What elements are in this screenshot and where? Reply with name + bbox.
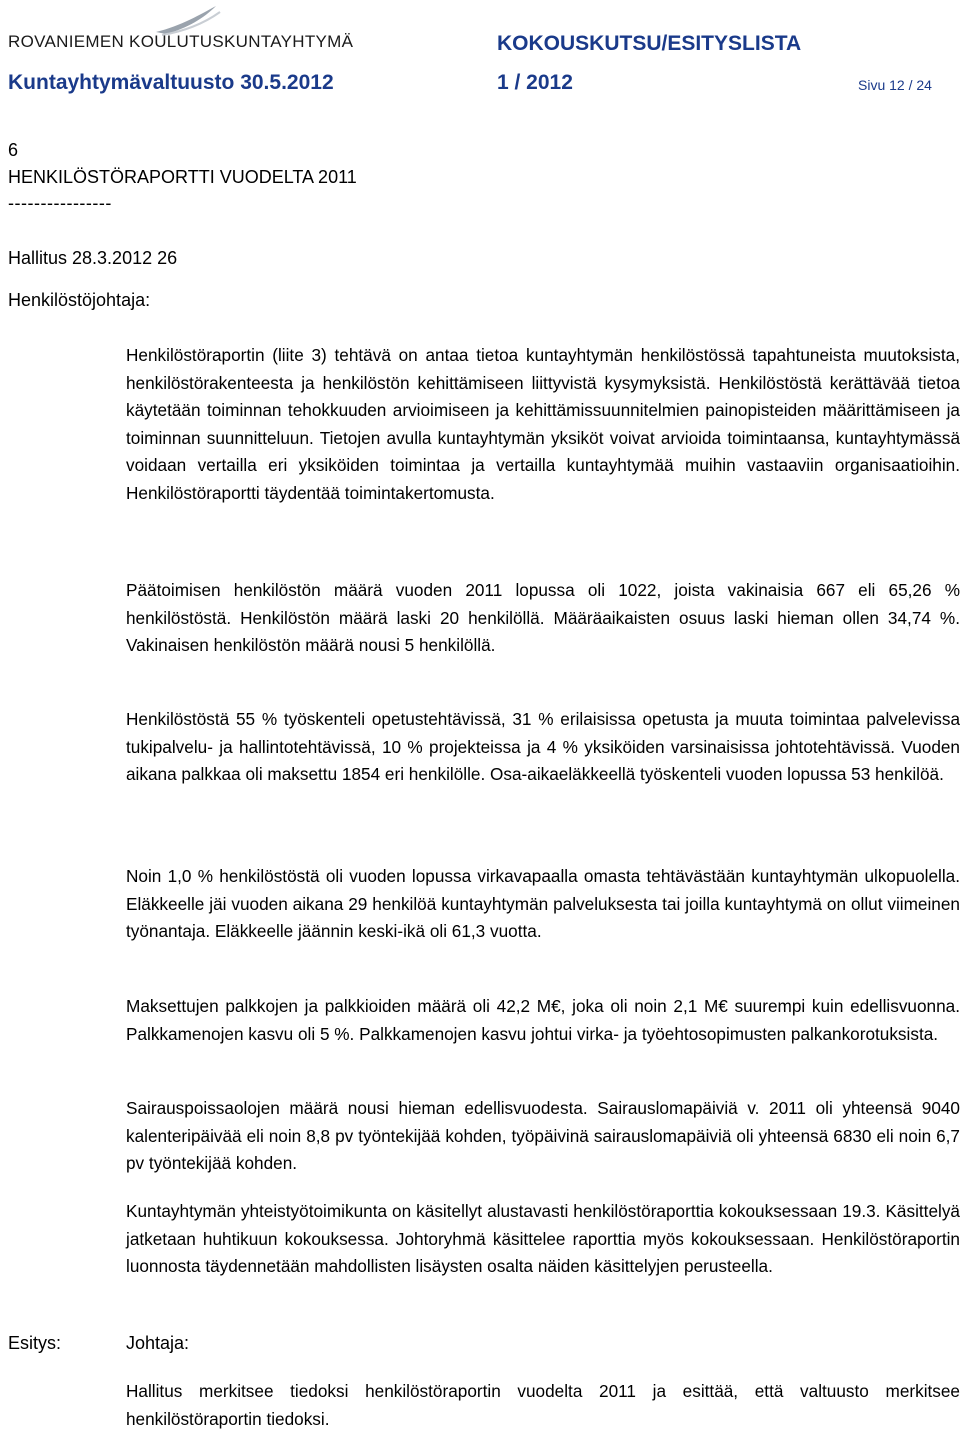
section-title: HENKILÖSTÖRAPORTTI VUODELTA 2011 xyxy=(8,167,357,187)
proposal-text: Hallitus merkitsee tiedoksi henkilöstöraportin vuodelta 2011 ja esittää, että valtuusto merkitsee henkilöstöraportin tiedoksi. xyxy=(126,1381,960,1429)
presenter-role: Henkilöstöjohtaja: xyxy=(8,290,151,310)
paragraph-purpose xyxy=(126,342,960,507)
paragraph-staff-count xyxy=(126,577,960,660)
page-number: Sivu 12 / 24 xyxy=(858,77,932,93)
paragraph-staff-roles xyxy=(126,706,960,789)
document-type: KOKOUSKUTSU/ESITYSLISTA xyxy=(497,32,802,55)
section-number: 6 xyxy=(8,140,19,160)
org-name: ROVANIEMEN KOULUTUSKUNTAYHTYMÄ xyxy=(8,32,354,51)
board-reference: Hallitus 28.3.2012 26 xyxy=(8,248,178,268)
paragraph-text: Sairauspoissaolojen määrä nousi hieman edellisvuodesta. Sairauslomapäiviä v. 2011 oli yhteensä 9040 kalenteripäivää eli noin 8,8 pv työntekijää kohden, työpäivinä sairauslomapäiviä oli yhteensä 6830 eli noin 6,7 pv työntekijää kohden. xyxy=(126,1098,960,1173)
paragraph-salaries xyxy=(126,993,960,1048)
paragraph-text: Henkilöstöraportin (liite 3) tehtävä on antaa tietoa kuntayhtymän henkilöstössä tapahtuneista muutoksista, henkilöstörakenteesta ja henkilöstön kehittämiseen liittyvistä kysymyksistä. Henkilöstöstä kerättävää tietoa käytetään toiminnan tehokkuuden arvioimiseen ja kehittämissuunnitelmien painopisteiden määrittämiseen ja toiminnan suunnitteluun. Tietojen avulla kuntayhtymän yksiköt voivat arvioida toimintaansa, kuntayhtymässä voidaan vertailla eri yksiköiden toimintaa ja vertailla kuntayhtymää muihin vastaaviin organisaatioihin. Henkilöstöraportti täydentää toimintakertomusta. xyxy=(126,345,960,503)
proposal-text-block xyxy=(126,1378,960,1433)
paragraph-text: Maksettujen palkkojen ja palkkioiden määrä oli 42,2 M€, joka oli noin 2,1 M€ suurempi kuin edellisvuonna. Palkkamenojen kasvu oli 5 %. Palkkamenojen kasvu johtui virka- ja työehtosopimusten palkankorotuksista. xyxy=(126,996,960,1044)
council-meeting: Kuntayhtymävaltuusto 30.5.2012 xyxy=(8,71,334,94)
paragraph-sick-leave xyxy=(126,1095,960,1178)
paragraph-text: Noin 1,0 % henkilöstöstä oli vuoden lopussa virkavapaalla omasta tehtävästään kuntayhtymän ulkopuolella. Eläkkeelle jäi vuoden aikana 29 henkilöä kuntayhtymän palveluksesta tai joilla kuntayhtymä on ollut viimeinen työnantaja. Eläkkeelle jäännin keski-ikä oli 61,3 vuotta. xyxy=(126,866,960,941)
paragraph-text: Kuntayhtymän yhteistyötoimikunta on käsitellyt alustavasti henkilöstöraporttia kokouksessaan 19.3. Käsittelyä jatketaan huhtikuun kokouksessa. Johtoryhmä käsittelee raporttia myös kokouksessaan. Henkilöstöraportin luonnosta täydennetään mahdollisten lisäysten osalta näiden käsittelyjen perusteella. xyxy=(126,1201,960,1276)
meeting-number: 1 / 2012 xyxy=(497,71,573,94)
paragraph-text: Henkilöstöstä 55 % työskenteli opetustehtävissä, 31 % erilaisissa opetusta ja muuta toimintaa palvelevissa tukipalvelu- ja hallintotehtävissä, 10 % projekteissa ja 4 % yksiköiden varsinaisissa johtotehtävissä. Vuoden aikana palkkaa oli maksettu 1854 eri henkilölle. Osa-aikaeläkkeellä työskenteli vuoden lopussa 53 henkilöä. xyxy=(126,709,960,784)
proposal-label: Esitys: xyxy=(8,1333,62,1353)
section-divider: ---------------- xyxy=(8,193,112,213)
paragraph-leave-retirement xyxy=(126,863,960,946)
paragraph-text: Päätoimisen henkilöstön määrä vuoden 2011 lopussa oli 1022, joista vakinaisia 667 eli 65,26 % henkilöstöstä. Henkilöstön määrä laski 20 henkilöllä. Määräaikaisten osuus laski hieman ollen 34,74 %. Vakinaisen henkilöstön määrä nousi 5 henkilöllä. xyxy=(126,580,960,655)
paragraph-committee xyxy=(126,1198,960,1281)
proposal-presenter: Johtaja: xyxy=(126,1333,190,1353)
